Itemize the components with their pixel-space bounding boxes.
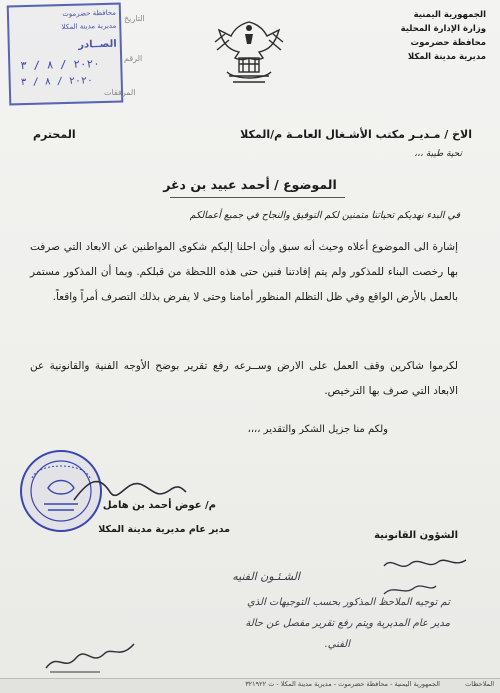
footer-bar [0, 678, 500, 693]
stamp-line-1: محافظة حضرموت [62, 8, 117, 19]
country-name: الجمهورية اليمنية [413, 10, 486, 20]
number-label: الرقم [124, 54, 143, 63]
letterhead [336, 8, 486, 64]
subject-line: الموضوع / أحمد عبيد بن دغر [163, 177, 337, 192]
recipient: الاخ / مـديـر مكتب الأشـغال العامـة م/المكلا [240, 128, 472, 141]
stamp-date: ٢٠٢٠ / ٨ / ٣ [20, 57, 100, 73]
date-label: التاريخ [124, 14, 145, 23]
handwritten-signature-icon [40, 632, 140, 676]
governorate-name: محافظة حضرموت [410, 38, 486, 48]
stamp-line-3: الصــادر [78, 38, 117, 51]
body-paragraph-2: لكرموا شاكرين وقف العمل على الارض وســرعه رفع تقرير بوضح الأوجه الفنية والقانونية عن الابعاد التي صرف بها الترخيص. [30, 360, 458, 397]
footer-label: الملاحظات [465, 680, 494, 688]
handwritten-note-line-2: مدير عام المديرية ويتم رفع تقرير مفصل عن حالة [245, 618, 450, 629]
handwritten-note-line-1: تم توجيه الملاحظ المذكور بحسب التوجيهات الذي [246, 597, 450, 608]
intro-sentence: في البدء نهديكم تحياتنا متمنين لكم التوفيق والنجاح في جميع أعمالكم [189, 210, 460, 221]
legal-affairs-label: الشؤون القانونية [374, 530, 458, 541]
subject-underline [170, 197, 345, 198]
attachments-label: المرفقات [104, 88, 136, 97]
recipient-line [27, 128, 472, 141]
signatory-name: م/ عوض أحمد بن هامل [102, 500, 216, 511]
district-name: مديرية مدينة المكلا [407, 52, 486, 62]
honorific: المحترم [33, 128, 76, 141]
stamp-date-2: ٢٠٢٠ / ٨ / ٣ [20, 75, 94, 89]
handwritten-note-heading: الشـئـون الفنيه [232, 570, 300, 583]
yemen-eagle-emblem-icon [205, 14, 293, 92]
body-paragraph-1: إشارة الى الموضوع أعلاه وحيث أنه سبق وأن احلنا إليكم شكوى المواطنين عن الابعاد التي صرفت بها رخصت البناء للمذكور ولم يتم إفادتنا فنين حتى هذه اللحظة من قبلكم. وبما أن المذكور مستمر بالعمل بالأرض الواقع وفي ظل التظلم المنظور أمامنا وحتى لا يفرض بذلك التصرف أمراً واقعاً. [30, 241, 458, 303]
handwritten-mark-icon [380, 580, 440, 600]
signatory-title: مدير عام مديرية مدينة المكلا [98, 524, 230, 535]
closing-line: ولكم منا جزيل الشكر والتقدير ،،،، [247, 424, 388, 435]
stamp-line-2: مديرية مدينة المكلا [61, 21, 117, 32]
ministry-name: وزارة الإدارة المحلية [400, 24, 486, 34]
handwritten-note-line-3: الفني. [324, 639, 350, 650]
footer-contact: الجمهورية اليمنية - محافظة حضرموت - مديرية مدينة المكلا - ت ٣٢١٩٢٢ [245, 680, 440, 688]
greeting: تحية طيبة ،،، [414, 149, 462, 159]
legal-signature-icon [380, 552, 470, 576]
